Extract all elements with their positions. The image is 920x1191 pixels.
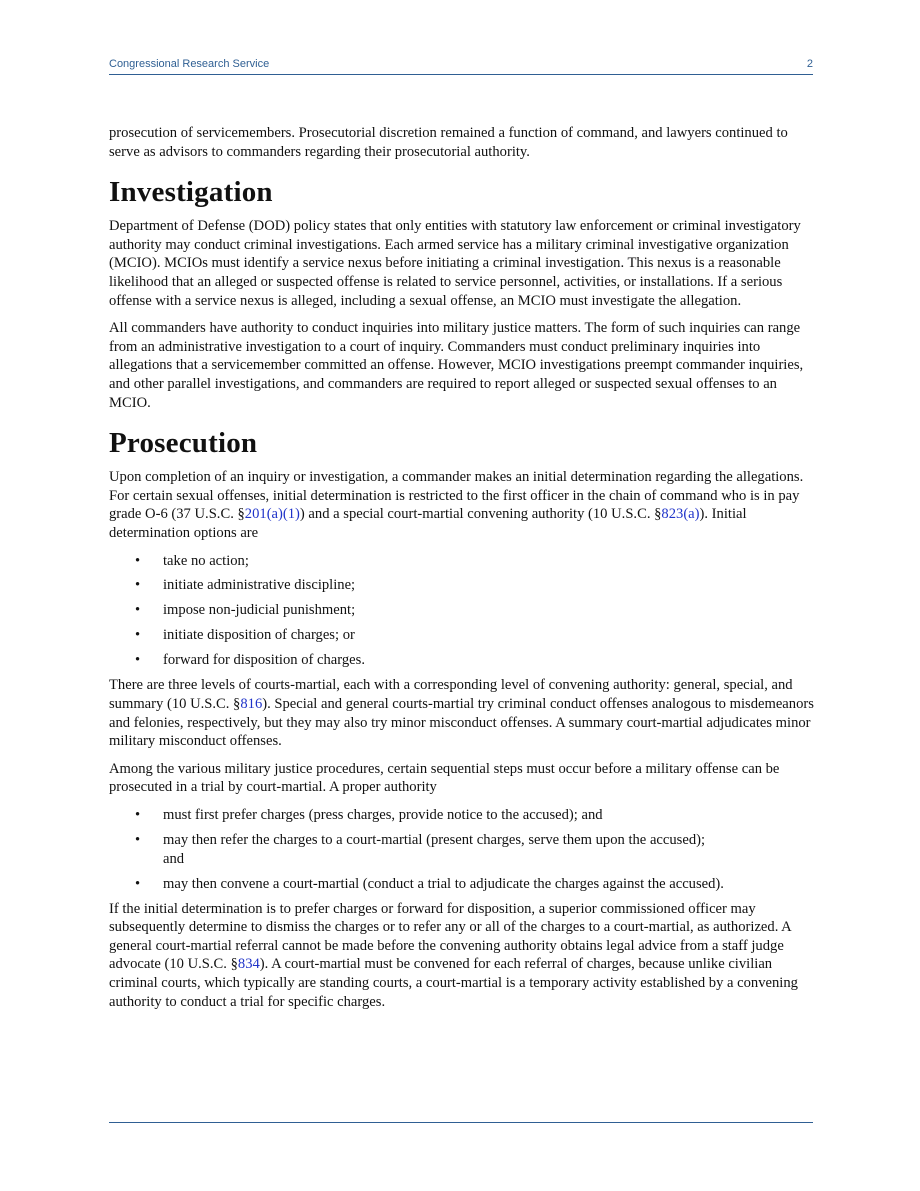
prosecution-heading: Prosecution xyxy=(109,427,258,460)
investigation-paragraph-1: Department of Defense (DOD) policy states that only entities with statutory law enforcement or criminal investigatory authority may conduct criminal investigations. Each armed service has a military criminal investigative organization (MCIO). MCIOs must identify a service nexus before initiating a criminal investigation. This nexus is a reasonable likelihood that an alleged or suspected offense is related to service personnel, activities, or installations. If a serious offense with a service nexus is alleged, including a sexual offense, an MCIO must investigate the allegation. xyxy=(109,218,801,309)
citation-link-201[interactable]: 201(a)(1) xyxy=(244,506,300,523)
list-item: • may then refer the charges to a court-martial (present charges, serve them upon the accused); and xyxy=(135,831,706,867)
prosecution-paragraph-2: There are three levels of courts-martial, each with a corresponding level of convening authority: general, special, and summary (10 U.S.C. §816). Special and general courts-martial try criminal conduct offenses analogous to misdemeanors and felonies, respectively, but they may also try minor misconduct offenses. A summary court-martial adjudicates minor military misconduct offenses. xyxy=(109,677,814,750)
document-body xyxy=(109,124,815,1020)
bullet-icon: • xyxy=(135,652,141,669)
bullet-icon: • xyxy=(135,577,141,594)
footer-divider xyxy=(109,1122,813,1123)
list-item: • may then convene a court-martial (conduct a trial to adjudicate the charges against the accused). xyxy=(135,875,724,892)
prosecution-steps-list xyxy=(109,806,815,893)
bullet-icon: • xyxy=(135,831,141,848)
bullet-icon: • xyxy=(135,627,141,644)
list-item: • must first prefer charges (press charges, provide notice to the accused); and xyxy=(135,806,603,823)
list-item: • impose non-judicial punishment; xyxy=(135,602,356,619)
citation-link-834[interactable]: 834 xyxy=(237,956,260,973)
prosecution-paragraph-1: Upon completion of an inquiry or investigation, a commander makes an initial determination regarding the allegations. For certain sexual offenses, initial determination is restricted to the first officer in the chain of command who is in pay grade O-6 (37 U.S.C. §201(a)(1)) and a special court-martial convening authority (10 U.S.C. §823(a)). Initial determination options are xyxy=(109,469,804,541)
investigation-heading: Investigation xyxy=(109,176,273,209)
intro-paragraph: prosecution of servicemembers. Prosecutorial discretion remained a function of command, and lawyers continued to serve as advisors to commanders regarding their prosecutorial authority. xyxy=(109,125,788,160)
page-header xyxy=(109,57,813,75)
prosecution-paragraph-3: Among the various military justice procedures, certain sequential steps must occur before a military offense can be prosecuted in a trial by court-martial. A proper authority xyxy=(109,760,780,796)
prosecution-paragraph-4: If the initial determination is to prefer charges or forward for disposition, a superior commissioned officer may subsequently determine to dismiss the charges or to refer any or all of the charges to a court-martial, as authorized. A general court-martial referral cannot be made before the convening authority obtains legal advice from a staff judge advocate (10 U.S.C. §834). A court-martial must be convened for each referral of charges, because unlike civilian criminal courts, which typically are standing courts, a court-martial is a temporary activity established by a convening authority to conduct a trial for specific charges. xyxy=(109,900,798,1010)
list-item: • initiate administrative discipline; xyxy=(135,577,356,594)
bullet-icon: • xyxy=(135,875,141,892)
citation-link-816[interactable]: 816 xyxy=(240,696,263,713)
investigation-paragraph-2: All commanders have authority to conduct inquiries into military justice matters. The form of such inquiries can range from an administrative investigation to a court of inquiry. Commanders must conduct preliminary inquiries into allegations that a servicemember committed an offense. However, MCIO investigations preempt commander inquiries, and other parallel investigations, and commanders are required to report alleged or suspected sexual offenses to an MCIO. xyxy=(109,320,804,411)
bullet-icon: • xyxy=(135,806,141,823)
bullet-icon: • xyxy=(135,602,141,619)
list-item: • forward for disposition of charges. xyxy=(135,652,365,669)
header-page-number: 2 xyxy=(806,58,813,70)
list-item: • initiate disposition of charges; or xyxy=(135,627,355,644)
list-item: • take no action; xyxy=(135,552,249,569)
bullet-icon: • xyxy=(135,552,141,569)
header-org: Congressional Research Service xyxy=(109,58,270,70)
citation-link-823[interactable]: 823(a) xyxy=(661,506,700,523)
determination-options-list xyxy=(109,552,815,671)
